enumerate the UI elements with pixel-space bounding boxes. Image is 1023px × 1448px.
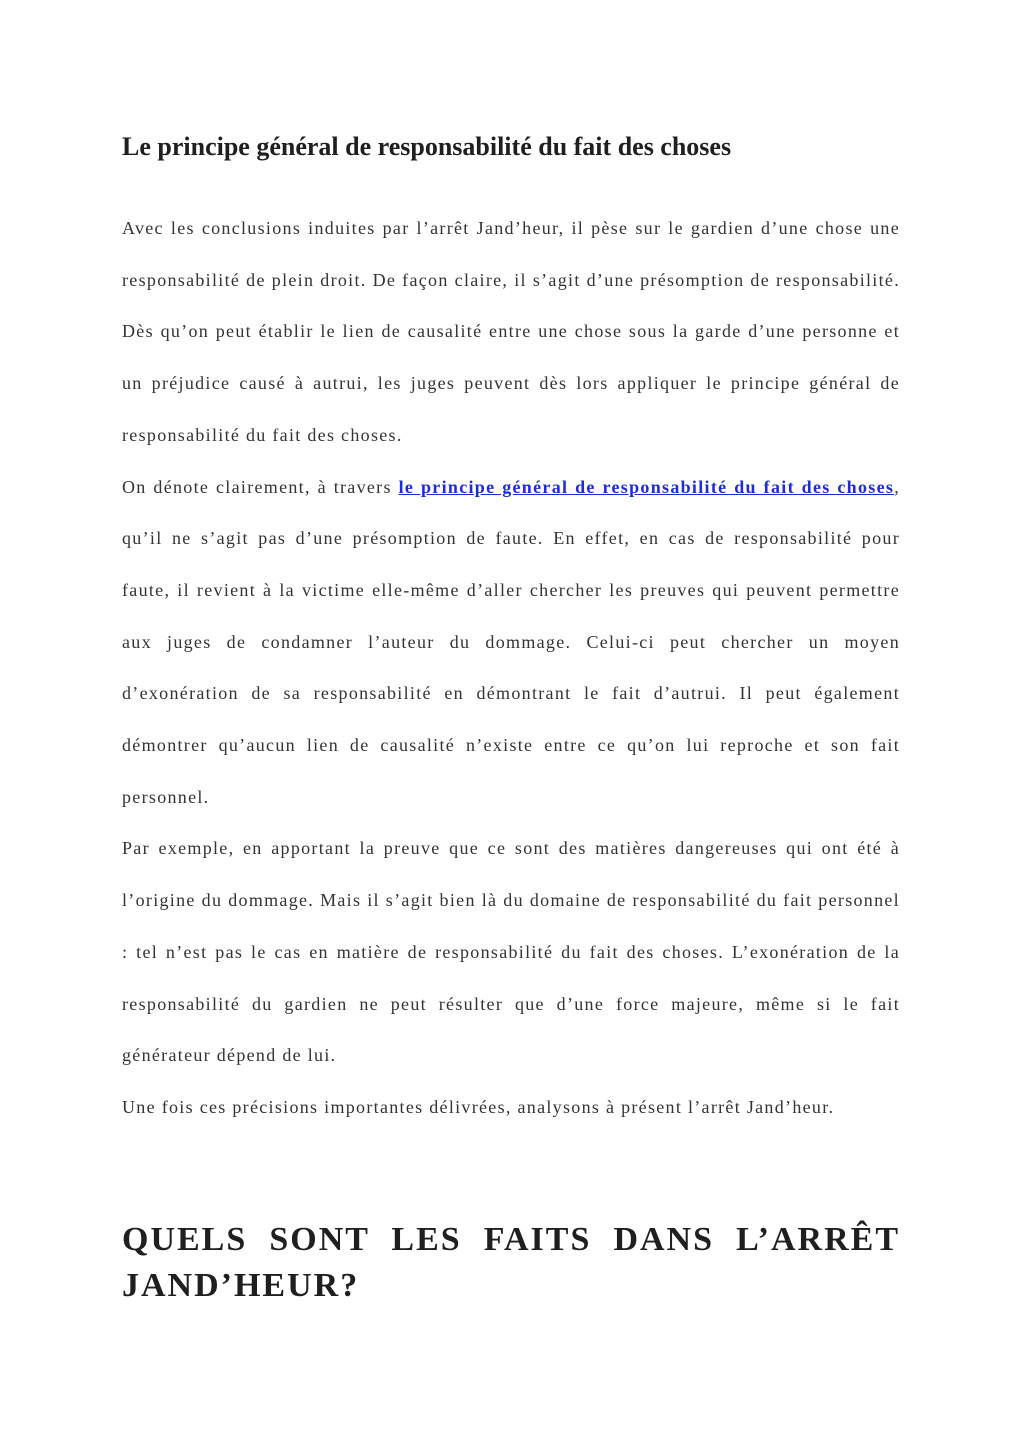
paragraph-2-before-link: On dénote clairement, à travers: [122, 476, 399, 497]
paragraph-3: Par exemple, en apportant la preuve que ce sont des matières dangereuses qui ont été à l’origine du dommage. Mais il s’agit bien là du domaine de responsabilité du fait personnel : tel n’est pas le cas en matière de responsabilité du fait des choses. L’exonération de la responsabilité du gardien ne peut résulter que d’une force majeure, même si le fait générateur dépend de lui.: [122, 838, 900, 1066]
section-heading: QUELS SONT LES FAITS DANS L’ARRÊT JAND’HEUR?: [122, 1221, 900, 1304]
paragraph-2: [122, 462, 900, 824]
paragraph-2-after-link: , qu’il ne s’agit pas d’une présomption de faute. En effet, en cas de responsabilité pour faute, il revient à la victime elle-même d’aller chercher les preuves qui peuvent permettre aux juges de condamner l’auteur du dommage. Celui-ci peut chercher un moyen d’exonération de sa responsabilité en démontrant le fait d’autrui. Il peut également démontrer qu’aucun lien de causalité n’existe entre ce qu’on lui reproche et son fait personnel.: [122, 476, 901, 807]
principle-link[interactable]: le principe général de responsabilité du fait des choses: [398, 476, 895, 497]
paragraph-1: Avec les conclusions induites par l’arrêt Jand’heur, il pèse sur le gardien d’une chose une responsabilité de plein droit. De façon claire, il s’agit d’une présomption de responsabilité. Dès qu’on peut établir le lien de causalité entre une chose sous la garde d’une personne et un préjudice causé à autrui, les juges peuvent dès lors appliquer le principe général de responsabilité du fait des choses.: [122, 218, 900, 445]
document-body: [122, 203, 900, 1134]
paragraph-4: Une fois ces précisions importantes délivrées, analysons à présent l’arrêt Jand’heur.: [122, 1096, 835, 1117]
document-title: Le principe général de responsabilité du fait des choses: [122, 132, 732, 161]
